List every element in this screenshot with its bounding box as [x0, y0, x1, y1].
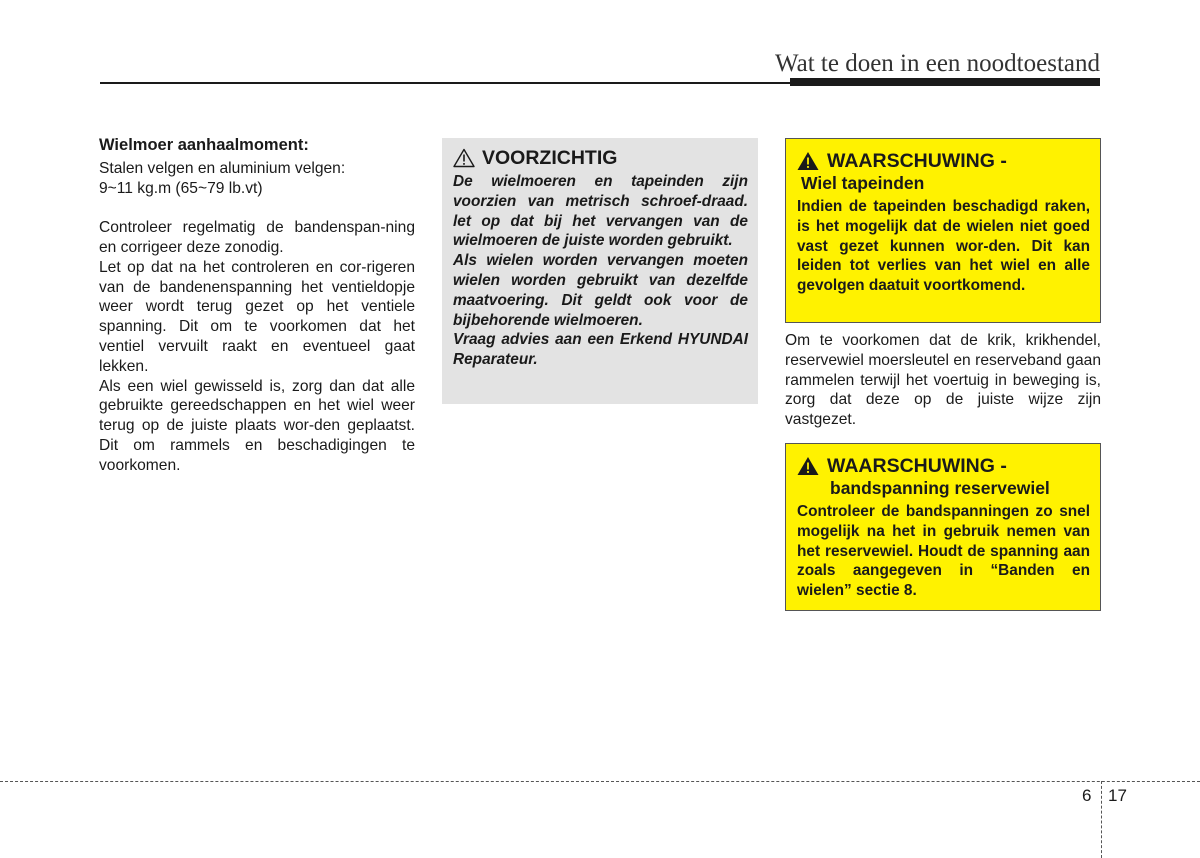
- caution-title-row: [453, 146, 748, 170]
- warning-box-spare-pressure: [785, 443, 1101, 611]
- torque-heading: Wielmoer aanhaalmoment:: [99, 136, 309, 154]
- warning-title: WAARSCHUWING -: [827, 455, 1007, 477]
- warning-title-row: [797, 454, 1090, 478]
- warning-title-row: [797, 149, 1090, 173]
- warning-subtitle: bandspanning reservewiel: [830, 478, 1050, 498]
- warning-text: Controleer de bandspanningen zo snel mogelijk na het in gebruik nemen van het reservewiel. Houdt de spanning aan zoals aangegeven in “Banden en wielen” sectie 8.: [797, 503, 1090, 600]
- warning-subtitle: Wiel tapeinden: [801, 173, 925, 193]
- jack-storage-paragraph: Om te voorkomen dat de krik, krikhendel, reservewiel moersleutel en reserveband gaan rammelen terwijl het voertuig in beweging is, zorg dat deze op de juiste wijze zijn vastgezet.: [785, 332, 1101, 429]
- warning-box-wheel-studs: [785, 138, 1101, 323]
- torque-spec-line: Stalen velgen en aluminium velgen:: [99, 159, 346, 177]
- wheel-change-paragraph: Als een wiel gewisseld is, zorg dan dat alle gebruikte gereedschappen en het wiel weer terug op de juiste plaats wor-den geplaatst. Dit om rammels en beschadigingen te voorkomen.: [99, 377, 415, 474]
- warning-triangle-icon: [797, 456, 819, 476]
- torque-spec-value: 9~11 kg.m (65~79 lb.vt): [99, 179, 263, 197]
- caution-title: VOORZICHTIG: [482, 147, 618, 169]
- left-column: [99, 136, 415, 476]
- caution-box: [442, 138, 758, 404]
- warning-text: Indien de tapeinden beschadigd raken, is het mogelijk dat de wielen niet goed vast gezet kunnen wor-den. Dit kan leiden tot verlies van het wiel en alle gevolgen daatuit voortkomend.: [797, 198, 1090, 295]
- warning-triangle-icon: [797, 151, 819, 171]
- valve-cap-paragraph: Let op dat na het controleren en cor-rigeren van de bandenenspanning het ventieldopje weer wordt terug gezet op het ventiele spanning. Dit om te voorkomen dat het ventiel vervuilt raakt en eventueel gaat lekken.: [99, 258, 415, 375]
- header-rule: [100, 82, 790, 84]
- header-rule-accent: [790, 78, 1100, 86]
- caution-text-wheel-size: Als wielen worden vervangen moeten wielen worden gebruikt van dezelfde maatvoering. Dit geldt ook voor de bijbehorende wielmoeren.: [453, 252, 748, 329]
- warning-title: WAARSCHUWING -: [827, 150, 1007, 172]
- chapter-number: 6: [1082, 786, 1092, 805]
- tire-pressure-paragraph: Controleer regelmatig de bandenspan-ning en corrigeer deze zonodig.: [99, 219, 415, 256]
- caution-text-metric-thread: De wielmoeren en tapeinden zijn voorzien van metrisch schroef-draad. let op dat bij het vervangen van de wielmoeren de juiste worden gebruikt.: [453, 173, 748, 250]
- footer-divider: [0, 781, 1200, 782]
- caution-text-dealer-advice: Vraag advies aan een Erkend HYUNDAI Reparateur.: [453, 331, 748, 369]
- warning-triangle-icon: [453, 148, 475, 168]
- page-number: 17: [1108, 786, 1127, 805]
- footer-vertical-divider: [1101, 781, 1102, 858]
- page-header-title: Wat te doen in een noodtoestand: [775, 50, 1100, 77]
